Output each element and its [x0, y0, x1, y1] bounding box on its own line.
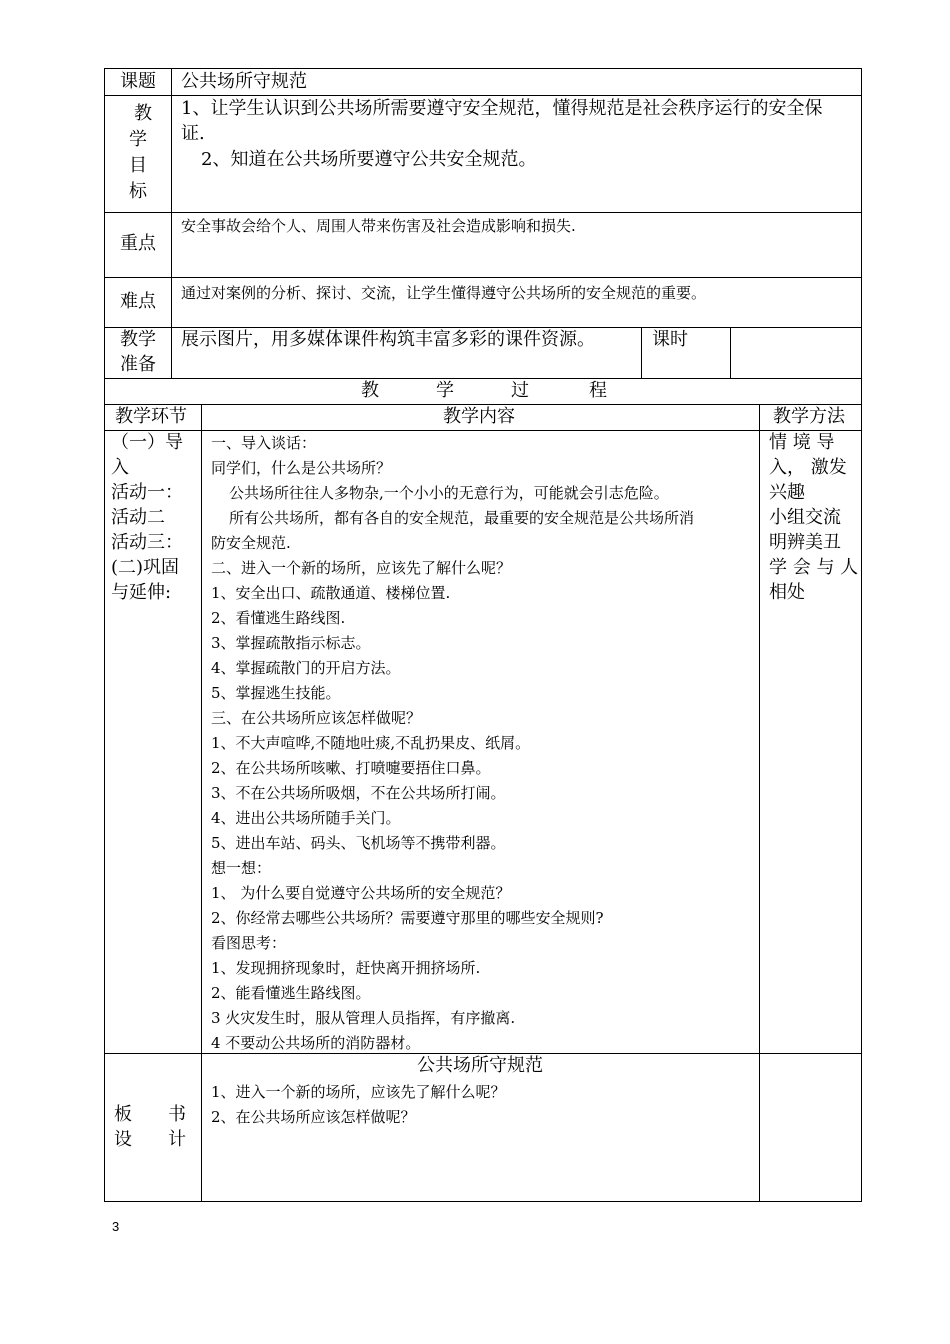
row-divider [104, 378, 862, 379]
board-label-line: 设 计 [114, 1129, 186, 1150]
process-title-char: 过 [511, 380, 529, 401]
stage-line: （一）导 [111, 432, 183, 453]
content-line: 2、看懂逃生路线图. [211, 609, 346, 627]
row-divider [104, 404, 862, 405]
key-point-text: 安全事故会给个人、周围人带来伤害及社会造成影响和损失. [181, 217, 576, 235]
row-divider [104, 277, 862, 278]
method-line: 学 会 与 人 [769, 557, 859, 578]
content-line: 1、不大声喧哗,不随地吐痰,不乱扔果皮、纸屑。 [211, 734, 531, 752]
content-line: 4、进出公共场所随手关门。 [211, 809, 401, 827]
board-label-line: 板 书 [114, 1104, 186, 1125]
content-line: 5、掌握逃生技能。 [211, 684, 341, 702]
key-point-label: 重点 [120, 233, 156, 254]
objective-line: 2、知道在公共场所要遵守公共安全规范。 [201, 149, 537, 170]
content-line: 所有公共场所，都有各自的安全规范，最重要的安全规范是公共场所消 [229, 509, 695, 527]
objectives-label-char: 目 [129, 155, 147, 176]
column-divider [201, 404, 202, 1202]
content-line: 防安全规范. [211, 534, 291, 552]
content-line: 三、在公共场所应该怎样做呢？ [211, 709, 422, 727]
content-line: 2、你经常去哪些公共场所？需要遵守那里的哪些安全规则? [211, 909, 604, 927]
process-title-char: 教 [361, 380, 379, 401]
content-line: 2、能看懂逃生路线图。 [211, 984, 371, 1002]
objective-line: 证. [181, 123, 205, 144]
content-line: 二、进入一个新的场所，应该先了解什么呢？ [211, 559, 512, 577]
content-line: 5、进出车站、码头、飞机场等不携带利器。 [211, 834, 506, 852]
row-divider [104, 95, 862, 96]
content-line: 2、在公共场所咳嗽、打喷嚏要捂住口鼻。 [211, 759, 491, 777]
stage-line: 活动三： [111, 532, 183, 553]
board-line: 2、在公共场所应该怎样做呢？ [211, 1108, 416, 1126]
topic-label: 课题 [120, 71, 156, 92]
column-divider [171, 68, 172, 378]
row-divider [104, 430, 862, 431]
difficulty-text: 通过对案例的分析、探讨、交流，让学生懂得遵守公共场所的安全规范的重要。 [181, 284, 707, 302]
method-line: 兴趣 [769, 482, 805, 503]
prep-text: 展示图片，用多媒体课件构筑丰富多彩的课件资源。 [181, 329, 595, 350]
content-line: 1、发现拥挤现象时，赶快离开拥挤场所. [211, 959, 481, 977]
page-number: 3 [112, 1219, 120, 1234]
content-line: 公共场所往往人多物杂,一个小小的无意行为，可能就会引志危险。 [229, 484, 669, 502]
board-title: 公共场所守规范 [417, 1055, 543, 1076]
content-line: 4 不要动公共场所的消防器材。 [211, 1034, 421, 1052]
stage-line: 活动二 [111, 507, 165, 528]
content-line: 3 火灾发生时，服从管理人员指挥，有序撤离. [211, 1009, 516, 1027]
method-line: 相处 [769, 582, 805, 603]
method-line: 小组交流 [769, 507, 841, 528]
content-line: 看图思考： [211, 934, 287, 952]
board-line: 1、进入一个新的场所，应该先了解什么呢？ [211, 1083, 506, 1101]
stage-line: 入 [111, 457, 129, 478]
topic-value: 公共场所守规范 [181, 71, 307, 92]
content-line: 3、掌握疏散指示标志。 [211, 634, 371, 652]
stage-line: (二)巩固 [111, 557, 180, 578]
stage-line: 活动一： [111, 482, 183, 503]
content-line: 一、导入谈话： [211, 434, 317, 452]
content-line: 同学们，什么是公共场所？ [211, 459, 392, 477]
content-column-header: 教学内容 [443, 406, 515, 427]
objectives-label-char: 标 [129, 181, 147, 202]
method-line: 入， 激发 [769, 457, 847, 478]
column-divider [641, 327, 642, 378]
hours-label: 课时 [652, 329, 688, 350]
method-line: 情 境 导 [769, 432, 835, 453]
process-title-char: 程 [589, 380, 607, 401]
row-divider [104, 212, 862, 213]
content-line: 1、 为什么要自觉遵守公共场所的安全规范？ [211, 884, 511, 902]
column-divider [730, 327, 731, 378]
content-line: 想一想： [211, 859, 272, 877]
content-line: 1、安全出口、疏散通道、楼梯位置. [211, 584, 451, 602]
objectives-label-char: 教 [134, 103, 152, 124]
process-title-char: 学 [436, 380, 454, 401]
stage-column-header: 教学环节 [115, 406, 187, 427]
stage-line: 与延伸: [111, 582, 172, 603]
column-divider [759, 404, 760, 1202]
row-divider [104, 1053, 862, 1054]
method-column-header: 教学方法 [773, 406, 845, 427]
method-line: 明辨美丑 [769, 532, 841, 553]
row-divider [104, 327, 862, 328]
objectives-label-char: 学 [129, 129, 147, 150]
content-line: 4、掌握疏散门的开启方法。 [211, 659, 401, 677]
difficulty-label: 难点 [120, 291, 156, 312]
prep-label-line: 教学 [120, 329, 156, 350]
prep-label-line: 准备 [120, 354, 156, 375]
content-line: 3、不在公共场所吸烟，不在公共场所打闹。 [211, 784, 506, 802]
objective-line: 1、让学生认识到公共场所需要遵守安全规范，懂得规范是社会秩序运行的安全保 [181, 98, 823, 119]
